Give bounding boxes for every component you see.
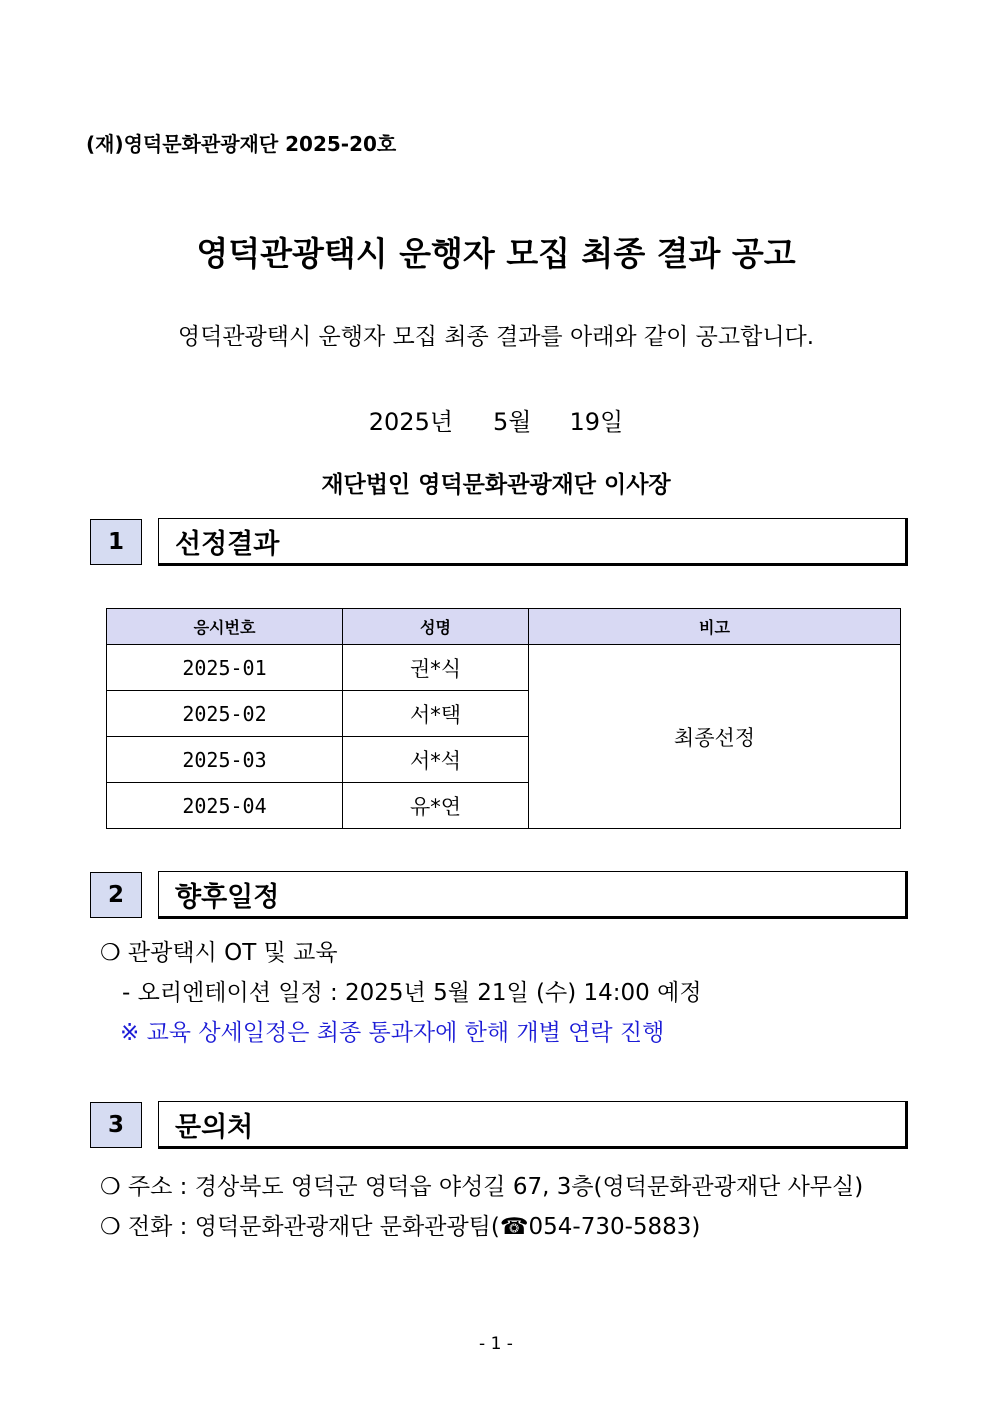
- section-1-number: 1: [90, 519, 142, 565]
- intro-text: 영덕관광택시 운행자 모집 최종 결과를 아래와 같이 공고합니다.: [177, 324, 815, 350]
- results-table: [106, 608, 901, 829]
- document-number: (재)영덕문화관광재단 2025-20호: [86, 132, 397, 156]
- date-year: 2025년: [368, 408, 454, 436]
- page-title: 영덕관광택시 운행자 모집 최종 결과 공고: [196, 234, 796, 273]
- exam-number-cell: 2025-03: [107, 737, 343, 783]
- name-cell: 권*식: [343, 645, 529, 691]
- table-row: [107, 645, 901, 691]
- date-day: 19일: [569, 408, 624, 436]
- contact-phone: ❍ 전화 : 영덕문화관광재단 문화관광팀(☎054-730-5883): [100, 1214, 701, 1240]
- table-header-row: [107, 609, 901, 645]
- organization-signature: 재단법인 영덕문화관광재단 이사장: [321, 472, 671, 498]
- exam-number-cell: 2025-01: [107, 645, 343, 691]
- header-name: 성명: [343, 609, 529, 645]
- section-1-title: 선정결과: [158, 518, 908, 566]
- name-cell: 서*석: [343, 737, 529, 783]
- name-cell: 유*연: [343, 783, 529, 829]
- exam-number-cell: 2025-02: [107, 691, 343, 737]
- schedule-bullet: ❍ 관광택시 OT 및 교육: [100, 940, 338, 966]
- page-number: - 1 -: [479, 1334, 513, 1354]
- name-cell: 서*택: [343, 691, 529, 737]
- announcement-date: [0, 402, 992, 437]
- schedule-detail: - 오리엔테이션 일정 : 2025년 5월 21일 (수) 14:00 예정: [122, 980, 702, 1006]
- exam-number-cell: 2025-04: [107, 783, 343, 829]
- header-remark: 비고: [529, 609, 901, 645]
- section-2-title: 향후일정: [158, 871, 908, 919]
- section-2-number: 2: [90, 872, 142, 918]
- remark-cell: 최종선정: [529, 645, 901, 829]
- contact-address: ❍ 주소 : 경상북도 영덕군 영덕읍 야성길 67, 3층(영덕문화관광재단 사무실): [100, 1174, 864, 1200]
- date-month: 5월: [493, 408, 532, 436]
- section-3-title: 문의처: [158, 1101, 908, 1149]
- section-3-number: 3: [90, 1102, 142, 1148]
- header-exam-number: 응시번호: [107, 609, 343, 645]
- schedule-note: ※ 교육 상세일정은 최종 통과자에 한해 개별 연락 진행: [120, 1020, 665, 1046]
